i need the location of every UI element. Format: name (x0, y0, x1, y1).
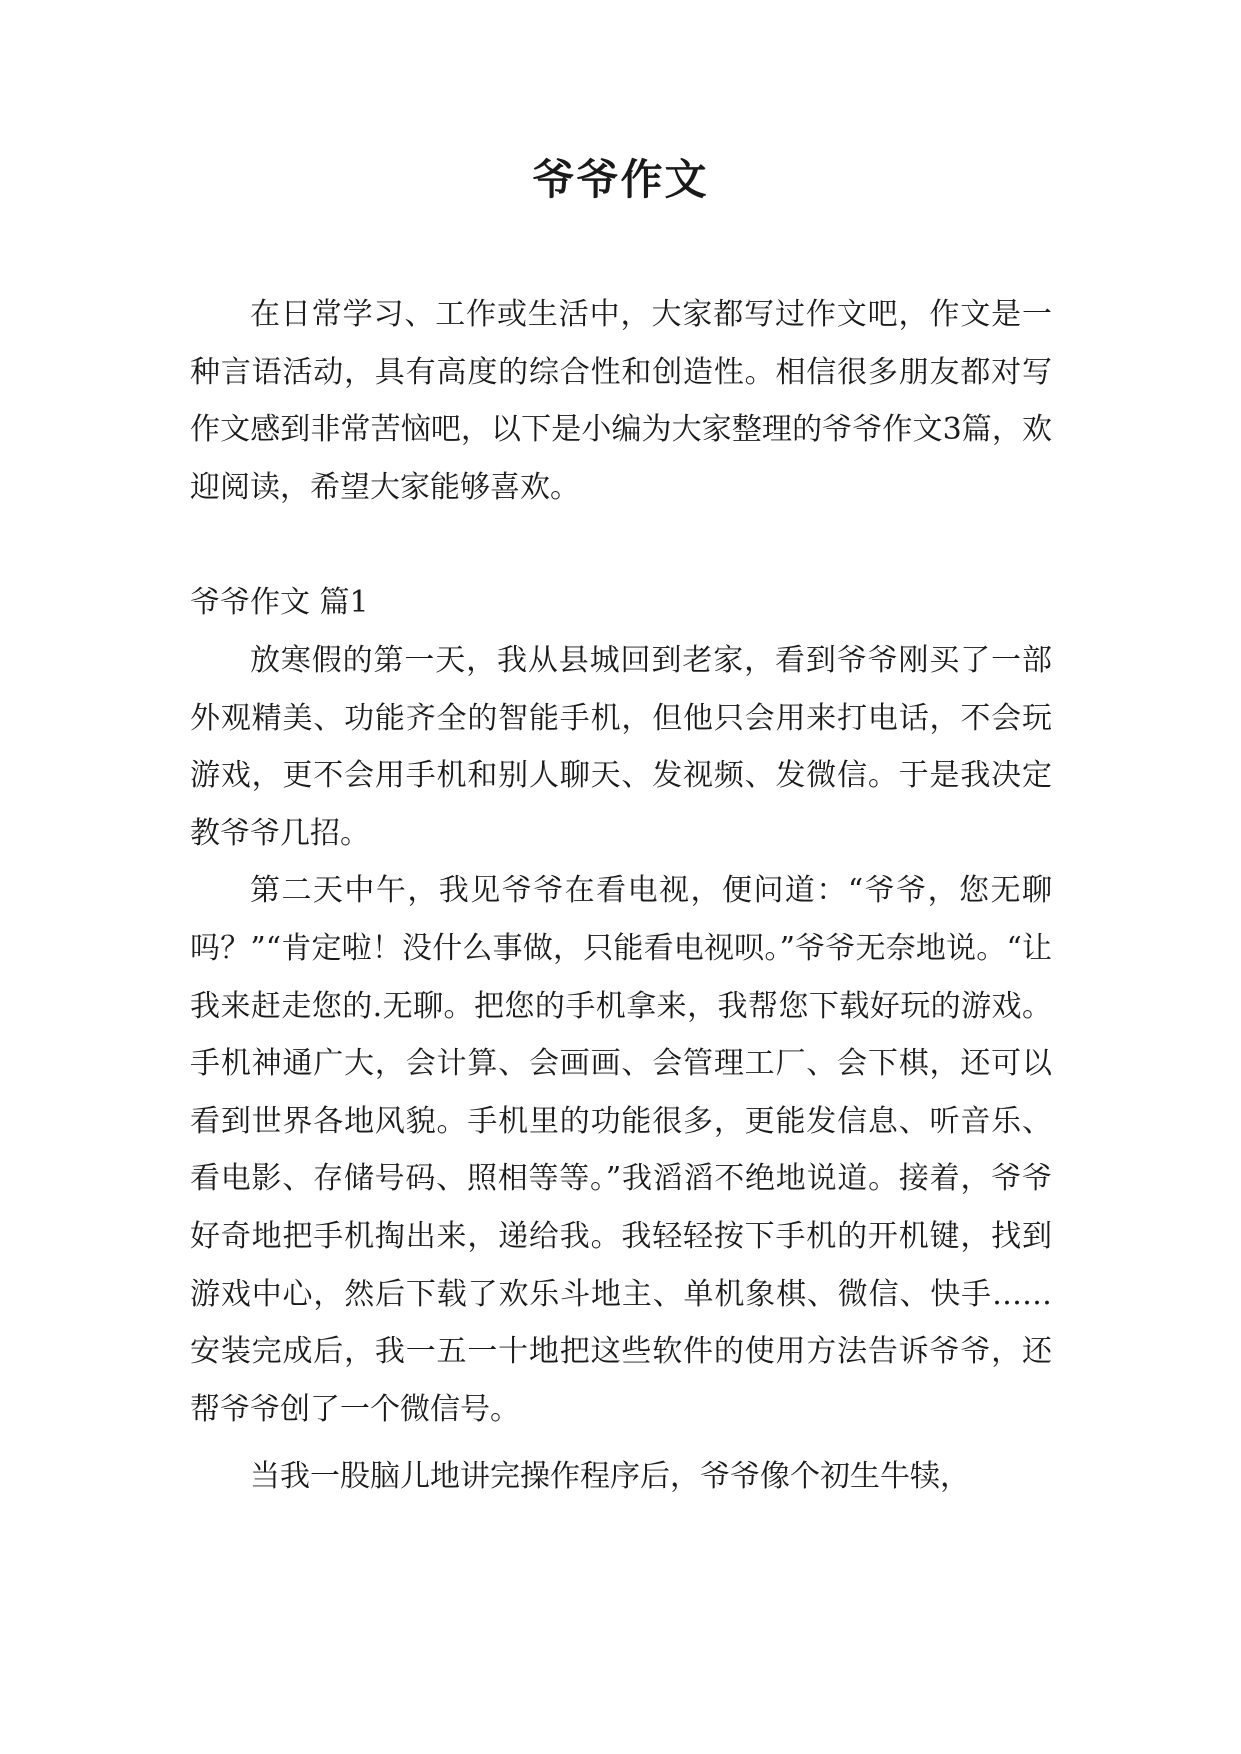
intro-paragraph: 在日常学习、工作或生活中，大家都写过作文吧，作文是一种言语活动，具有高度的综合性和创造性。相信很多朋友都对写作文感到非常苦恼吧，以下是小编为大家整理的爷爷作文3篇，欢迎阅读，希望大家能够喜欢。 (190, 297, 1052, 505)
body-paragraph-2: 第二天中午，我见爷爷在看电视，便问道：“爷爷，您无聊吗？”“肯定啦！没什么事做，只能看电视呗。”爷爷无奈地说。“让我来赶走您的.无聊。把您的手机拿来，我帮您下载好玩的游戏。手机神通广大，会计算、会画画、会管理工厂、会下棋，还可以看到世界各地风貌。手机里的功能很多，更能发信息、听音乐、看电影、存储号码、照相等等。”我滔滔不绝地说道。接着，爷爷好奇地把手机掏出来，递给我。我轻轻按下手机的开机键，找到游戏中心，然后下载了欢乐斗地主、单机象棋、微信、快手……安装完成后，我一五一十地把这些软件的使用方法告诉爷爷，还帮爷爷创了一个微信号。 (190, 873, 1052, 1427)
body-paragraph-1: 放寒假的第一天，我从县城回到老家，看到爷爷刚买了一部外观精美、功能齐全的智能手机，但他只会用来打电话，不会玩游戏，更不会用手机和别人聊天、发视频、发微信。于是我决定教爷爷几招。 (190, 642, 1052, 851)
document-title: 爷爷作文 (532, 155, 709, 204)
document-body (190, 286, 1052, 1506)
section-heading: 爷爷作文 篇1 (190, 585, 369, 621)
body-paragraph-3: 当我一股脑儿地讲完操作程序后，爷爷像个初生牛犊， (250, 1459, 970, 1495)
